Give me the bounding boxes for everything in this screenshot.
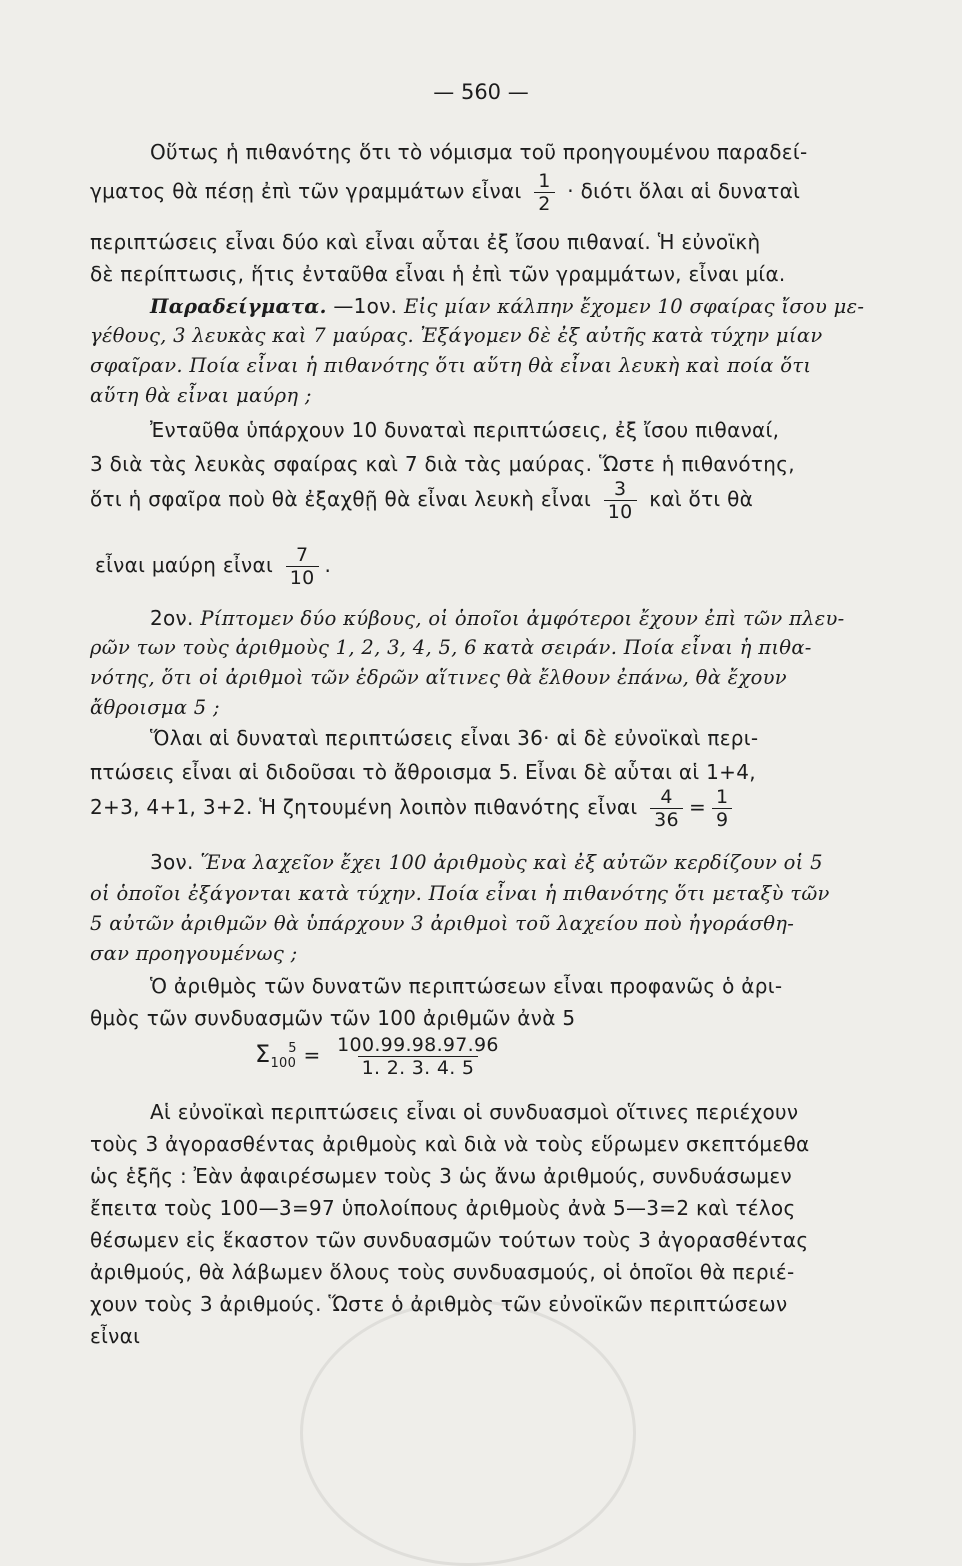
combination-fraction: $\frac{100.99.98.97.96}{1. 2. 3. 4. 5}$ (337, 1034, 499, 1079)
text-line: γματος θὰ πέσῃ ἐπὶ τῶν γραμμάτων εἶναι $\frac{1}{2}$ · διότι ὅλαι αἱ δυναταὶ (90, 170, 801, 215)
fraction-one-half: $\frac{1}{2}$ (534, 170, 554, 215)
combination-formula: $\Sigma_{100}^5$ = $\frac{100.99.98.97.96}{1. 2. 3. 4. 5}$ (255, 1034, 962, 1079)
text-line: θέσωμεν εἰς ἕκαστον τῶν συνδυασμῶν τούτων τοὺς 3 ἀγορασθέντας (90, 1228, 809, 1252)
text-line: τοὺς 3 ἀγορασθέντας ἀριθμοὺς καὶ διὰ νὰ τοὺς εὕρωμεν σκεπτόμεθα (90, 1132, 810, 1156)
text-line: Ἐνταῦθα ὑπάρχουν 10 δυναταὶ περιπτώσεις, ἐξ ἴσου πιθαναί, (150, 418, 780, 442)
text-line: νότης, ὅτι οἱ ἀριθμοὶ τῶν ἑδρῶν αἵτινες θὰ ἔλθουν ἐπάνω, θὰ ἔχουν (90, 666, 787, 689)
text-line: χουν τοὺς 3 ἀριθμούς. Ὥστε ὁ ἀριθμὸς τῶν εὐνοϊκῶν περιπτώσεων (90, 1292, 788, 1316)
text-line: 3 διὰ τὰς λευκὰς σφαίρας καὶ 7 διὰ τὰς μαύρας. Ὥστε ἡ πιθανότης, (90, 452, 795, 476)
text-line: ρῶν των τοὺς ἀριθμοὺς 1, 2, 3, 4, 5, 6 κατὰ σειράν. Ποία εἶναι ἡ πιθα- (90, 636, 812, 659)
text-line: ὡς ἑξῆς : Ἐὰν ἀφαιρέσωμεν τοὺς 3 ὡς ἄνω ἀριθμούς, συνδυάσωμεν (90, 1164, 792, 1188)
text-line: σαν προηγουμένως ; (90, 942, 298, 965)
text-line: σφαῖραν. Ποία εἶναι ἡ πιθανότης ὅτι αὕτη θὰ εἶναι λευκὴ καὶ ποία ὅτι (90, 354, 812, 377)
text-line: Οὕτως ἡ πιθανότης ὅτι τὸ νόμισμα τοῦ προηγουμένου παραδεί- (150, 140, 808, 164)
text-line: Ὅλαι αἱ δυναταὶ περιπτώσεις εἶναι 36· αἱ δὲ εὐνοϊκαὶ περι- (150, 726, 759, 750)
text-line: πτώσεις εἶναι αἱ διδοῦσαι τὸ ἄθροισμα 5. Εἶναι δὲ αὗται αἱ 1+4, (90, 760, 756, 784)
page-number: — 560 — (433, 80, 529, 104)
text-line: ἄθροισμα 5 ; (90, 696, 220, 719)
text-line: Παραδείγματα. —1ον. Εἰς μίαν κάλπην ἔχομεν 10 σφαίρας ἴσου με- (150, 294, 865, 318)
text-line: ἔπειτα τοὺς 100—3=97 ὑπολοίπους ἀριθμοὺς ἀνὰ 5—3=2 καὶ τέλος (90, 1196, 796, 1220)
fraction-black-probability: $\frac{7}{10}$ (286, 544, 319, 589)
fraction-white-probability: $\frac{3}{10}$ (604, 478, 637, 523)
text-line: γέθους, 3 λευκὰς καὶ 7 μαύρας. Ἐξάγομεν δὲ ἐξ αὐτῆς κατὰ τύχην μίαν (90, 324, 823, 347)
text-line: 2ον. Ρίπτομεν δύο κύβους, οἱ ὁποῖοι ἀμφότεροι ἔχουν ἐπὶ τῶν πλευ- (150, 606, 845, 630)
text-line: οἱ ὁποῖοι ἐξάγονται κατὰ τύχην. Ποία εἶναι ἡ πιθανότης ὅτι μεταξὺ τῶν (90, 882, 830, 905)
fraction-dice-reduced: $\frac{1}{9}$ (712, 786, 732, 831)
text-line: ἀριθμούς, θὰ λάβωμεν ὅλους τοὺς συνδυασμούς, οἱ ὁποῖοι θὰ περιέ- (90, 1260, 795, 1284)
text-line: θμὸς τῶν συνδυασμῶν τῶν 100 ἀριθμῶν ἀνὰ 5 (90, 1006, 576, 1030)
text-line: δὲ περίπτωσις, ἥτις ἐνταῦθα εἶναι ἡ ἐπὶ τῶν γραμμάτων, εἶναι μία. (90, 262, 786, 286)
fraction-dice-unreduced: $\frac{4}{36}$ (650, 786, 683, 831)
text-line: 3ον. Ἕνα λαχεῖον ἔχει 100 ἀριθμοὺς καὶ ἐξ αὐτῶν κερδίζουν οἱ 5 (150, 850, 823, 874)
text-line: 5 αὐτῶν ἀριθμῶν θὰ ὑπάρχουν 3 ἀριθμοὶ τοῦ λαχείου ποὺ ἠγοράσθη- (90, 912, 795, 935)
text-line: Ὁ ἀριθμὸς τῶν δυνατῶν περιπτώσεων εἶναι προφανῶς ὁ ἀρι- (150, 974, 783, 998)
text-line: εἶναι (90, 1324, 141, 1348)
text-line: ὅτι ἡ σφαῖρα ποὺ θὰ ἐξαχθῇ θὰ εἶναι λευκὴ εἶναι $\frac{3}{10}$ καὶ ὅτι θὰ (90, 478, 754, 523)
examples-heading: Παραδείγματα. (150, 295, 327, 318)
text-line: περιπτώσεις εἶναι δύο καὶ εἶναι αὗται ἐξ ἴσου πιθαναί. Ἡ εὐνοϊκὴ (90, 230, 761, 254)
text-line: αὕτη θὰ εἶναι μαύρη ; (90, 384, 312, 407)
text-line: Αἱ εὐνοϊκαὶ περιπτώσεις εἶναι οἱ συνδυασμοὶ οἵτινες περιέχουν (150, 1100, 799, 1124)
text-line: εἶναι μαύρη εἶναι $\frac{7}{10}$ . (95, 544, 332, 589)
text-line: 2+3, 4+1, 3+2. Ἡ ζητουμένη λοιπὸν πιθανότης εἶναι $\frac{4}{36}$ = $\frac{1}{9}$ (90, 786, 880, 831)
